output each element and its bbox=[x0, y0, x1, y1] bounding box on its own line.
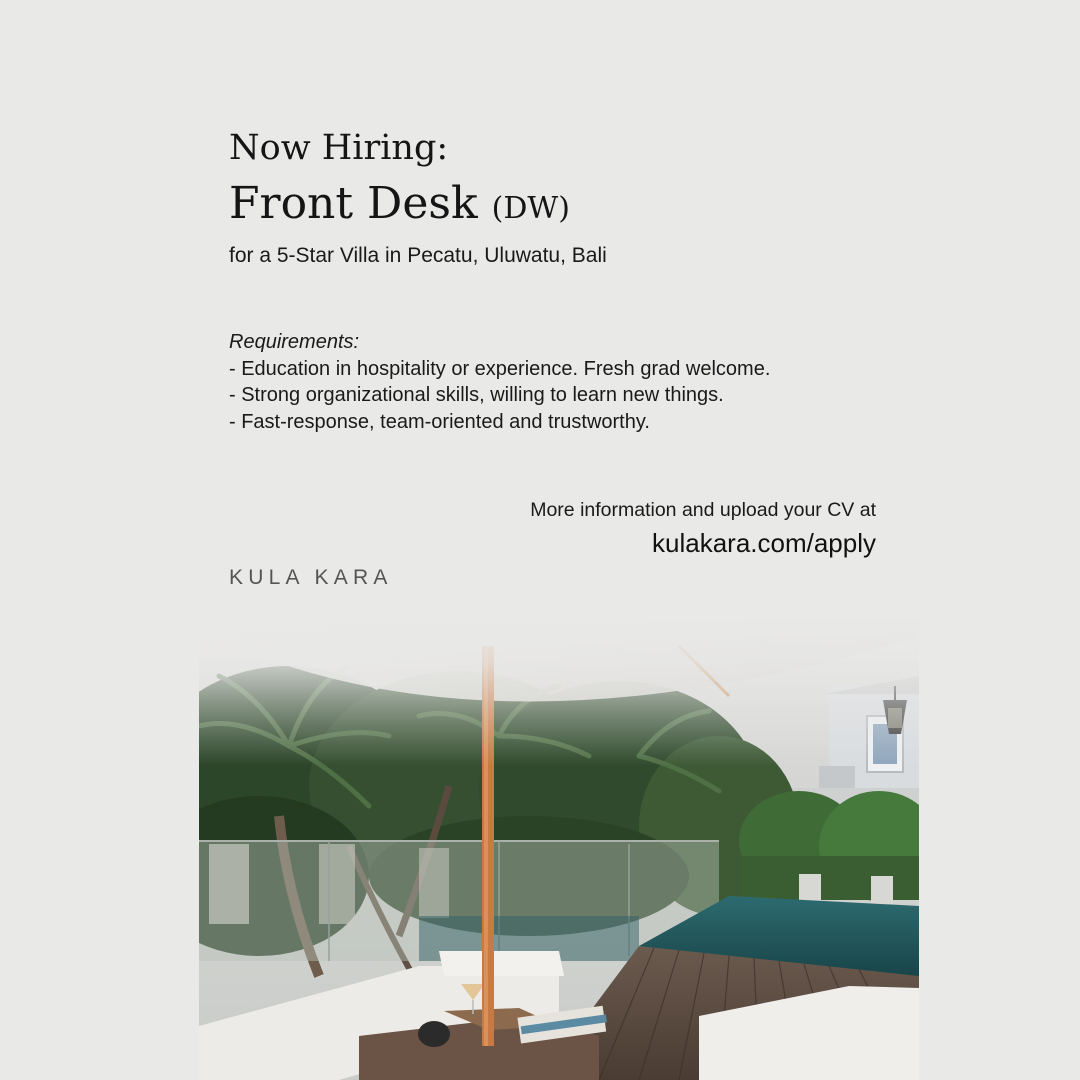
cta-block bbox=[530, 499, 876, 559]
requirement-item: - Strong organizational skills, willing to learn new things. bbox=[229, 384, 724, 406]
headline-role bbox=[229, 178, 570, 229]
location-subline: for a 5-Star Villa in Pecatu, Uluwatu, Bali bbox=[229, 244, 607, 267]
role-suffix: (DW) bbox=[491, 191, 570, 226]
requirement-item: - Fast-response, team-oriented and trustworthy. bbox=[229, 410, 650, 433]
requirements-heading: Requirements: bbox=[229, 331, 360, 353]
cta-text: More information and upload your CV at bbox=[530, 499, 876, 521]
requirements-list bbox=[229, 329, 770, 435]
requirement-item: - Education in hospitality or experience. Fresh grad welcome. bbox=[229, 357, 771, 380]
villa-pool-photo bbox=[199, 616, 919, 1080]
headline-now-hiring: Now Hiring: bbox=[229, 128, 449, 168]
photo-top-fade bbox=[199, 616, 919, 766]
role-title: Front Desk bbox=[229, 178, 478, 229]
apply-link[interactable]: kulakara.com/apply bbox=[652, 528, 876, 558]
brand-logo: KULA KARA bbox=[229, 566, 393, 589]
